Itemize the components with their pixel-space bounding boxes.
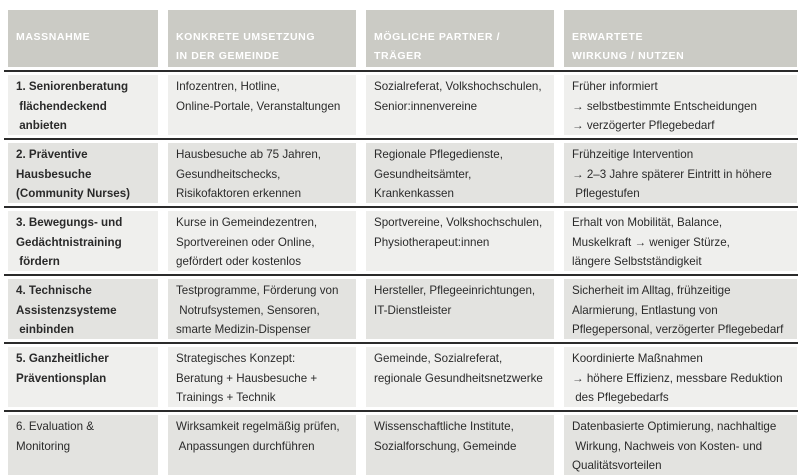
cell-line: (Community Nurses) — [16, 187, 131, 200]
measure-cell — [8, 143, 158, 203]
table-header — [8, 10, 798, 67]
cell-line: Hausbesuche ab 75 Jahren, — [176, 148, 322, 161]
cell-line: 5. Ganzheitlicher — [16, 352, 109, 365]
cell-line: Infozentren, Hotline, — [176, 80, 280, 93]
header-text: IN DER GEMEINDE — [176, 50, 280, 62]
cell-line: Regionale Pflegedienste, — [374, 148, 503, 161]
cell-line: Sozialforschung, Gemeinde — [374, 439, 517, 453]
header-text: KONKRETE UMSETZUNG — [176, 31, 316, 43]
table-row — [8, 75, 798, 135]
cell-line: Gedächtnistraining — [16, 235, 122, 249]
table-row — [8, 143, 798, 203]
effect-cell — [564, 211, 797, 271]
table-row — [8, 279, 798, 339]
header-effect — [564, 10, 797, 67]
measure-cell — [8, 279, 158, 339]
implementation-cell — [168, 143, 356, 203]
cell-line: Testprogramme, Förderung von — [176, 284, 339, 297]
cell-line: Pflegepersonal, verzögerter Pflegebedarf — [572, 323, 784, 336]
cell-line: → höhere Effizienz, messbare Reduktion — [572, 371, 783, 385]
table-row — [8, 211, 798, 271]
header-partners — [366, 10, 554, 67]
cell-line: Gemeinde, Sozialreferat, — [374, 352, 503, 365]
partners-cell — [366, 143, 554, 203]
cell-line: Hersteller, Pflegeeinrichtungen, — [374, 284, 536, 297]
header-text: TRÄGER — [374, 50, 422, 62]
cell-line: Trainings + Technik — [176, 391, 276, 404]
cell-line: Sozialreferat, Volkshochschulen, — [374, 80, 542, 93]
cell-line: Koordinierte Maßnahmen — [572, 352, 703, 365]
cell-line: Frühzeitige Intervention — [572, 148, 694, 161]
implementation-cell — [168, 347, 356, 407]
cell-line: Präventionsplan — [16, 371, 107, 385]
cell-line: Wirkung, Nachweis von Kosten- und — [572, 439, 763, 453]
cell-line: anbieten — [16, 119, 67, 132]
cell-line: Qualitätsvorteilen — [572, 459, 662, 472]
cell-line: Früher informiert — [572, 80, 658, 93]
implementation-cell — [168, 211, 356, 271]
cell-line: 3. Bewegungs- und — [16, 216, 123, 229]
cell-line: Wissenschaftliche Institute, — [374, 420, 514, 433]
cell-line: smarte Medizin-Dispenser — [176, 323, 311, 336]
partners-cell — [366, 279, 554, 339]
effect-cell — [564, 279, 797, 339]
cell-line: flächendeckend — [16, 99, 107, 113]
cell-line: → 2–3 Jahre späterer Eintritt in höhere — [572, 167, 772, 181]
implementation-cell — [168, 75, 356, 135]
row-divider — [4, 206, 798, 208]
cell-line: Physiotherapeut:innen — [374, 235, 490, 249]
header-text: MÖGLICHE PARTNER / — [374, 31, 501, 43]
cell-line: Monitoring — [16, 439, 71, 453]
measure-cell — [8, 211, 158, 271]
header-implementation — [168, 10, 356, 67]
cell-line: 1. Seniorenberatung — [16, 80, 129, 93]
cell-line: Gesundheitsämter, — [374, 167, 472, 181]
table-row — [8, 347, 798, 407]
partners-cell — [366, 415, 554, 475]
cell-line: Risikofaktoren erkennen — [176, 187, 302, 200]
partners-cell — [366, 75, 554, 135]
cell-line: gefördert oder kostenlos — [176, 255, 302, 268]
cell-line: Wirksamkeit regelmäßig prüfen, — [176, 420, 340, 433]
partners-cell — [366, 211, 554, 271]
effect-cell — [564, 75, 797, 135]
row-divider — [4, 342, 798, 344]
cell-line: Sicherheit im Alltag, frühzeitige — [572, 284, 731, 297]
measure-cell — [8, 415, 158, 475]
implementation-cell — [168, 279, 356, 339]
row-divider — [4, 70, 798, 72]
cell-line: Muskelkraft → weniger Stürze, — [572, 235, 730, 249]
cell-line: → selbstbestimmte Entscheidungen — [572, 99, 757, 113]
cell-line: Beratung + Hausbesuche + — [176, 371, 318, 385]
measures-table — [8, 10, 798, 475]
header-text: MASSNAHME — [16, 31, 91, 43]
cell-line: Senior:innenvereine — [374, 99, 478, 113]
effect-cell — [564, 347, 797, 407]
cell-line: einbinden — [16, 323, 74, 336]
row-divider — [4, 274, 798, 276]
cell-line: Pflegestufen — [572, 187, 640, 200]
cell-line: regionale Gesundheitsnetzwerke — [374, 371, 543, 385]
measure-cell — [8, 75, 158, 135]
cell-line: 6. Evaluation & — [16, 420, 94, 433]
table-row — [8, 415, 798, 475]
cell-line: 2. Präventive — [16, 148, 88, 161]
cell-line: Gesundheitschecks, — [176, 167, 281, 181]
header-measure — [8, 10, 158, 67]
cell-line: Assistenzsysteme — [16, 303, 117, 317]
header-text: ERWARTETE — [572, 31, 644, 43]
cell-line: 4. Technische — [16, 284, 92, 297]
cell-line: Krankenkassen — [374, 187, 454, 200]
cell-line: längere Selbstständigkeit — [572, 255, 702, 268]
cell-line: Hausbesuche — [16, 167, 92, 181]
row-divider — [4, 138, 798, 140]
cell-line: Notrufsystemen, Sensoren, — [176, 303, 320, 317]
cell-line: IT-Dienstleister — [374, 303, 452, 317]
cell-line: Sportvereinen oder Online, — [176, 235, 315, 249]
cell-line: Anpassungen durchführen — [176, 439, 315, 453]
cell-line: Datenbasierte Optimierung, nachhaltige — [572, 420, 777, 433]
partners-cell — [366, 347, 554, 407]
row-divider — [4, 410, 798, 412]
cell-line: des Pflegebedarfs — [572, 391, 669, 404]
header-text: WIRKUNG / NUTZEN — [572, 50, 685, 62]
effect-cell — [564, 415, 797, 475]
cell-line: Strategisches Konzept: — [176, 352, 296, 365]
cell-line: → verzögerter Pflegebedarf — [572, 119, 715, 132]
cell-line: Online-Portale, Veranstaltungen — [176, 99, 341, 113]
cell-line: Sportvereine, Volkshochschulen, — [374, 216, 543, 229]
measure-cell — [8, 347, 158, 407]
cell-line: fördern — [16, 255, 60, 268]
cell-line: Alarmierung, Entlastung von — [572, 303, 718, 317]
cell-line: Kurse in Gemeindezentren, — [176, 216, 318, 229]
cell-line: Erhalt von Mobilität, Balance, — [572, 216, 723, 229]
implementation-cell — [168, 415, 356, 475]
effect-cell — [564, 143, 797, 203]
